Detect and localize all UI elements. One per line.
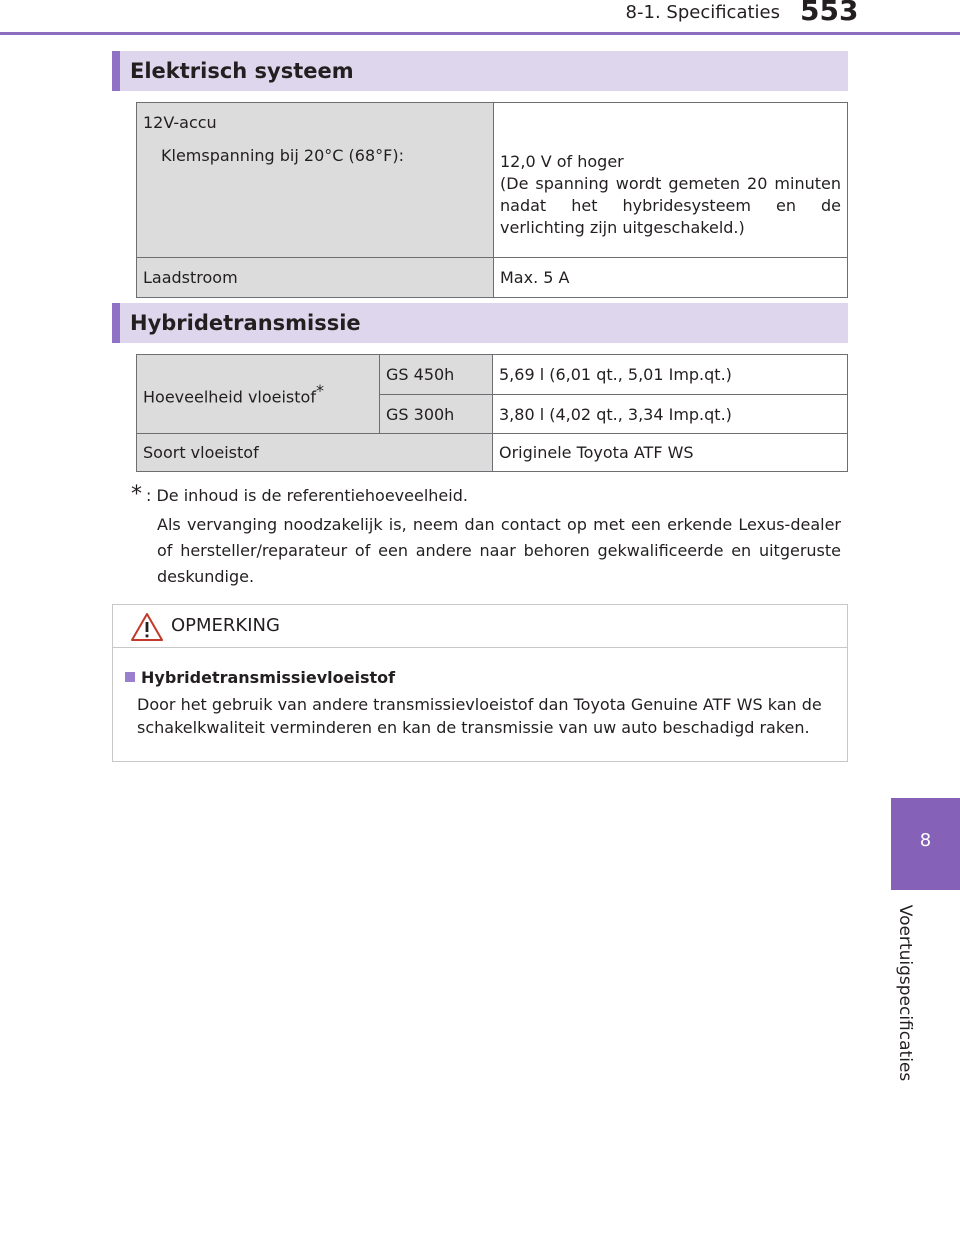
- chapter-number: 8: [919, 830, 932, 851]
- table-row: [137, 355, 848, 395]
- model-cell: GS 450h: [380, 355, 493, 395]
- header-divider: [0, 32, 960, 35]
- table-row: [137, 434, 848, 472]
- notice-box: [112, 604, 848, 762]
- capacity-cell: 5,69 l (6,01 qt., 5,01 Imp.qt.): [493, 355, 848, 395]
- voltage-value: 12,0 V of hoger: [500, 152, 624, 171]
- warning-icon: [130, 612, 164, 642]
- chapter-tab[interactable]: [891, 798, 960, 890]
- page-number: 553: [800, 0, 859, 27]
- notice-body: Door het gebruik van andere transmissievloeistof dan Toyota Genuine ATF WS kan de schakelkwaliteit verminderen en kan de transmissie van uw auto beschadigd raken.: [137, 695, 822, 737]
- fluid-label-cell: [137, 355, 380, 434]
- asterisk-mark: *: [315, 381, 324, 401]
- electrical-spec-table: [136, 102, 848, 298]
- section-title-electrical: Elektrisch systeem: [112, 51, 848, 91]
- notice-subtitle-row: [125, 668, 395, 687]
- table-row: [137, 103, 848, 258]
- chapter-label: Voertuigspecificaties: [895, 904, 915, 1082]
- fluid-type-label: Soort vloeistof: [137, 434, 493, 472]
- section-title-transmission: Hybridetransmissie: [112, 303, 848, 343]
- fluid-label: Hoeveelheid vloeistof: [143, 387, 316, 407]
- charge-label: Laadstroom: [137, 258, 494, 298]
- transmission-spec-table: [136, 354, 848, 472]
- capacity-cell: 3,80 l (4,02 qt., 3,34 Imp.qt.): [493, 395, 848, 434]
- table-row: [137, 258, 848, 298]
- section-header: 8-1. Specificaties: [625, 2, 780, 23]
- footnote-body: Als vervanging noodzakelijk is, neem dan contact op met een erkende Lexus-dealer of hersteller/reparateur of een andere naar behoren gekwalificeerde en uitgeruste deskundige.: [157, 515, 841, 586]
- charge-value: Max. 5 A: [494, 258, 848, 298]
- voltage-label: Klemspanning bij 20°C (68°F):: [161, 146, 404, 165]
- notice-title: OPMERKING: [171, 615, 280, 636]
- battery-cell: [137, 103, 494, 258]
- square-bullet-icon: [125, 672, 135, 682]
- footnote-line: : De inhoud is de referentiehoeveelheid.: [146, 486, 468, 505]
- notice-header: [113, 605, 847, 648]
- voltage-cell: [494, 103, 848, 258]
- voltage-note: (De spanning wordt gemeten 20 minuten nadat het hybridesysteem en de verlichting zijn uitgeschakeld.): [500, 174, 841, 237]
- notice-subtitle: Hybridetransmissievloeistof: [141, 668, 396, 687]
- battery-label: 12V-accu: [143, 113, 217, 132]
- fluid-type-value: Originele Toyota ATF WS: [493, 434, 848, 472]
- model-cell: GS 300h: [380, 395, 493, 434]
- footnote-marker: *: [131, 482, 142, 507]
